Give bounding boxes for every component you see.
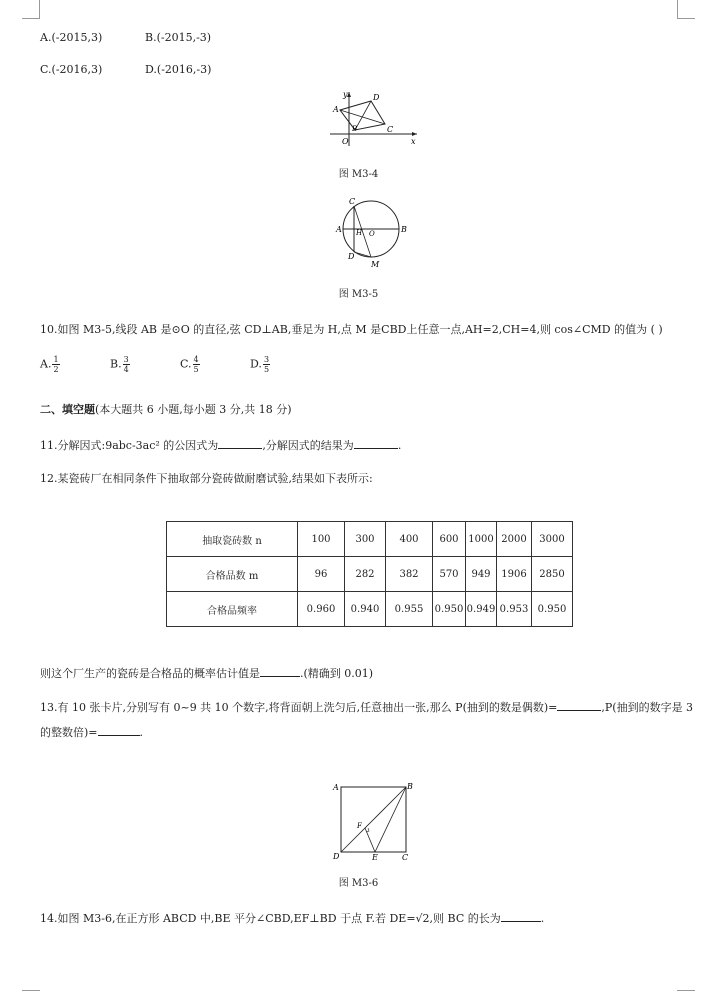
q9-option-d: D.(-2016,-3) — [145, 63, 212, 76]
corner-mark-top-right-v — [677, 0, 678, 18]
corner-mark-top-left-v — [39, 0, 40, 18]
section-2-heading — [40, 401, 292, 417]
q13-blank-2[interactable] — [98, 725, 140, 736]
q13-line-2: 的整数倍)= . — [40, 726, 144, 739]
table-cell: 合格品数 m — [167, 557, 298, 592]
fig5-label-b: B — [401, 225, 407, 234]
fig4-label-b: B — [352, 125, 358, 133]
q10-option-d: D. $\frac{3}{5}$ — [250, 355, 270, 374]
section-2-note: (本大题共 6 小题,每小题 3 分,共 18 分) — [95, 403, 292, 416]
q13-line-1: 13.有 10 张卡片,分别写有 0~9 共 10 个数字,将背面朝上洗匀后,任意抽出一张,那么 P(抽到的数是偶数)= ,P(抽到的数字是 3 — [40, 701, 694, 714]
figure-m3-6 — [328, 780, 413, 862]
q13-blank-1[interactable] — [557, 700, 601, 711]
fig5-label-h: H — [356, 229, 363, 237]
fig5-label-c: C — [349, 197, 356, 206]
q9-option-c: C.(-2016,3) — [40, 63, 103, 76]
table-cell: 0.940 — [345, 592, 386, 627]
fig5-label-m: M — [371, 260, 380, 269]
corner-mark-top-right-h — [677, 18, 695, 19]
table-row — [167, 557, 573, 592]
table-cell: 282 — [345, 557, 386, 592]
figure-m3-5-caption: 图 M3-5 — [338, 289, 379, 300]
table-cell: 1906 — [497, 557, 532, 592]
q9-option-a: A.(-2015,3) — [40, 31, 103, 44]
table-cell: 570 — [433, 557, 466, 592]
table-cell: 600 — [433, 522, 466, 557]
q11-blank-1[interactable] — [218, 438, 262, 449]
fig4-label-x: x — [411, 137, 416, 146]
corner-mark-bottom-right — [677, 990, 695, 991]
q10-option-b: B. $\frac{3}{4}$ — [110, 355, 129, 374]
table-cell: 0.960 — [298, 592, 345, 627]
fig6-label-f: F — [357, 822, 362, 830]
table-cell: 0.953 — [497, 592, 532, 627]
table-cell: 2850 — [532, 557, 573, 592]
table-row — [167, 592, 573, 627]
q10-text: 10.如图 M3-5,线段 AB 是⊙O 的直径,弦 CD⊥AB,垂足为 H,点 M 是CBD上任意一点,AH=2,CH=4,则 cos∠CMD 的值为 ( ) — [40, 323, 663, 336]
table-cell: 合格品频率 — [167, 592, 298, 627]
q14: 14.如图 M3-6,在正方形 ABCD 中,BE 平分∠CBD,EF⊥BD 于点 F.若 DE=√2,则 BC 的长为 . — [40, 912, 545, 925]
table-cell: 100 — [298, 522, 345, 557]
table-cell: 300 — [345, 522, 386, 557]
q12-blank[interactable] — [260, 666, 300, 677]
q14-blank[interactable] — [501, 911, 541, 922]
q10-option-a: A. $\frac{1}{2}$ — [40, 355, 59, 374]
figure-m3-4 — [325, 88, 425, 150]
q12-conclusion: 则这个厂生产的瓷砖是合格品的概率估计值是 .(精确到 0.01) — [40, 667, 374, 680]
table-cell: 0.950 — [433, 592, 466, 627]
fig4-label-d: D — [373, 93, 380, 102]
table-cell: 400 — [386, 522, 433, 557]
table-row — [167, 522, 573, 557]
table-cell: 0.949 — [466, 592, 497, 627]
fig4-label-o: O — [342, 137, 349, 146]
section-2-title: 二、填空题 — [40, 403, 95, 416]
q10-option-c: C. $\frac{4}{5}$ — [180, 355, 199, 374]
table-cell: 3000 — [532, 522, 573, 557]
fig6-label-e: E — [372, 853, 378, 862]
table-cell: 0.955 — [386, 592, 433, 627]
figure-m3-4-caption: 图 M3-4 — [338, 169, 379, 180]
corner-mark-bottom-left — [22, 990, 40, 991]
fig6-label-c: C — [402, 853, 409, 862]
fig4-label-a: A — [333, 105, 339, 114]
table-cell: 抽取瓷砖数 n — [167, 522, 298, 557]
q11-blank-2[interactable] — [354, 438, 398, 449]
figure-m3-5 — [334, 193, 414, 269]
corner-mark-top-left-h — [22, 18, 40, 19]
fig5-label-d: D — [348, 252, 355, 261]
table-cell: 949 — [466, 557, 497, 592]
fig4-label-c: C — [387, 125, 394, 134]
table-cell: 382 — [386, 557, 433, 592]
table-cell: 96 — [298, 557, 345, 592]
fig5-label-a: A — [336, 225, 342, 234]
table-cell: 1000 — [466, 522, 497, 557]
q9-option-b: B.(-2015,-3) — [145, 31, 212, 44]
fig6-label-a: A — [333, 783, 339, 792]
q12-intro: 12.某瓷砖厂在相同条件下抽取部分瓷砖做耐磨试验,结果如下表所示: — [40, 472, 373, 485]
fig5-label-o: O — [369, 230, 375, 238]
fig6-label-b: B — [407, 782, 413, 791]
table-cell: 0.950 — [532, 592, 573, 627]
table-cell: 2000 — [497, 522, 532, 557]
q12-table — [166, 521, 573, 627]
fig6-label-d: D — [333, 852, 340, 861]
fig4-label-y: y — [343, 90, 348, 99]
q11: 11.分解因式:9abc-3ac² 的公因式为 ,分解因式的结果为 . — [40, 439, 402, 452]
figure-m3-6-caption: 图 M3-6 — [338, 878, 379, 889]
